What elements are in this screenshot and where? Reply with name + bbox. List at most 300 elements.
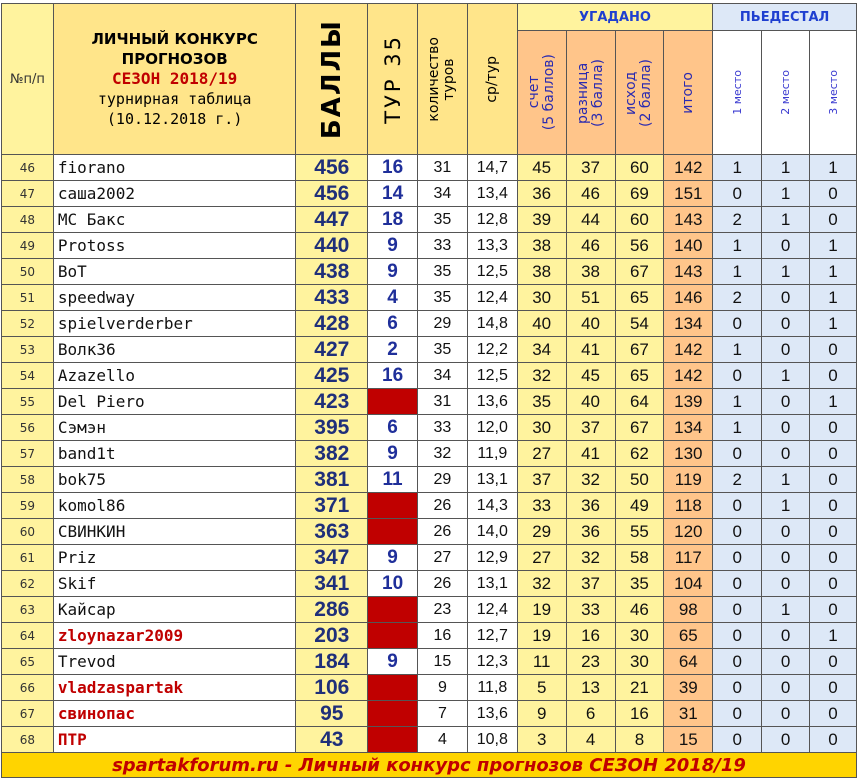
score-cell: 5 [517,675,566,701]
tours-count-cell: 26 [418,571,468,597]
avg-cell: 14,7 [467,155,517,181]
total-cell: 142 [664,337,713,363]
avg-cell: 13,1 [467,467,517,493]
place3-cell: 0 [810,415,857,441]
avg-cell: 13,6 [467,701,517,727]
tours-count-cell: 26 [418,493,468,519]
tour-cell: 18 [368,207,418,233]
avg-cell: 12,8 [467,207,517,233]
place2-cell: 0 [762,415,810,441]
diff-cell: 46 [566,181,615,207]
place1-cell: 1 [713,259,762,285]
avg-cell: 12,7 [467,623,517,649]
score-cell: 38 [517,259,566,285]
table-row [2,675,857,701]
table-row [2,571,857,597]
place2-cell: 1 [762,363,810,389]
season-label: СЕЗОН 2018/19 [112,69,238,88]
avg-cell: 13,1 [467,571,517,597]
diff-cell: 23 [566,649,615,675]
points-cell: 363 [296,519,368,545]
place2-cell: 1 [762,207,810,233]
tour-cell: 6 [368,311,418,337]
table-row [2,727,857,753]
tours-count-cell: 33 [418,233,468,259]
avg-cell: 12,3 [467,649,517,675]
table-row [2,467,857,493]
tour-cell [368,623,418,649]
player-name: Волк36 [53,337,296,363]
place1-cell: 1 [713,155,762,181]
place2-header: 2 место [762,31,810,155]
tours-count-cell: 33 [418,415,468,441]
score-cell: 34 [517,337,566,363]
player-name: СВИНКИН [53,519,296,545]
tour-cell: 16 [368,363,418,389]
place2-cell: 0 [762,727,810,753]
table-row [2,363,857,389]
place2-cell: 0 [762,311,810,337]
diff-cell: 38 [566,259,615,285]
player-name: band1t [53,441,296,467]
outcome-cell: 60 [615,207,664,233]
podium-group-header: ПЬЕДЕСТАЛ [713,4,857,31]
place3-cell: 1 [810,233,857,259]
score-cell: 35 [517,389,566,415]
diff-cell: 40 [566,311,615,337]
outcome-cell: 54 [615,311,664,337]
place3-cell: 0 [810,675,857,701]
table-row [2,207,857,233]
tour-cell [368,701,418,727]
outcome-cell: 64 [615,389,664,415]
place2-cell: 0 [762,649,810,675]
place1-header: 1 место [713,31,762,155]
table-row [2,311,857,337]
total-cell: 134 [664,311,713,337]
place2-cell: 0 [762,623,810,649]
diff-cell: 41 [566,441,615,467]
place3-cell: 0 [810,545,857,571]
row-number: 62 [2,571,54,597]
total-cell: 118 [664,493,713,519]
table-row [2,259,857,285]
score-cell: 30 [517,415,566,441]
tour-header: ТУР 35 [368,4,418,155]
score-cell: 29 [517,519,566,545]
avg-cell: 10,8 [467,727,517,753]
total-cell: 151 [664,181,713,207]
player-name: Del Piero [53,389,296,415]
place2-cell: 0 [762,389,810,415]
place3-cell: 0 [810,701,857,727]
outcome-cell: 65 [615,285,664,311]
score-cell: 39 [517,207,566,233]
table-row [2,233,857,259]
row-number: 64 [2,623,54,649]
diff-cell: 41 [566,337,615,363]
diff-cell: 37 [566,155,615,181]
place1-cell: 0 [713,519,762,545]
place1-cell: 0 [713,675,762,701]
player-name: Кайсар [53,597,296,623]
score-cell: 30 [517,285,566,311]
points-cell: 381 [296,467,368,493]
table-row [2,415,857,441]
place2-cell: 1 [762,259,810,285]
row-number: 47 [2,181,54,207]
tours-count-cell: 27 [418,545,468,571]
points-cell: 423 [296,389,368,415]
table-row [2,155,857,181]
points-cell: 106 [296,675,368,701]
outcome-cell: 49 [615,493,664,519]
points-cell: 341 [296,571,368,597]
tour-cell: 11 [368,467,418,493]
place3-cell: 1 [810,285,857,311]
place1-cell: 0 [713,597,762,623]
avg-header: ср/тур [467,4,517,155]
place1-cell: 0 [713,545,762,571]
place1-cell: 1 [713,415,762,441]
outcome-cell: 62 [615,441,664,467]
table-row [2,649,857,675]
avg-cell: 12,9 [467,545,517,571]
row-number: 59 [2,493,54,519]
table-row [2,701,857,727]
place2-cell: 0 [762,701,810,727]
tour-cell: 9 [368,649,418,675]
diff-cell: 32 [566,467,615,493]
tour-cell [368,727,418,753]
avg-cell: 12,5 [467,259,517,285]
tours-count-cell: 32 [418,441,468,467]
diff-cell: 36 [566,493,615,519]
outcome-cell: 21 [615,675,664,701]
row-number: 51 [2,285,54,311]
avg-cell: 12,4 [467,285,517,311]
tours-count-cell: 23 [418,597,468,623]
outcome-header: исход (2 балла) [615,31,664,155]
table-row [2,441,857,467]
avg-cell: 12,5 [467,363,517,389]
row-number: 66 [2,675,54,701]
player-name: komol86 [53,493,296,519]
tour-cell: 9 [368,259,418,285]
points-cell: 184 [296,649,368,675]
points-cell: 286 [296,597,368,623]
diff-cell: 16 [566,623,615,649]
place3-cell: 0 [810,467,857,493]
outcome-cell: 60 [615,155,664,181]
player-name: bok75 [53,467,296,493]
player-name: МС Бакс [53,207,296,233]
standings-table [1,3,857,778]
diff-cell: 46 [566,233,615,259]
place1-cell: 0 [713,441,762,467]
score-cell: 19 [517,597,566,623]
row-number: 68 [2,727,54,753]
player-name: BoT [53,259,296,285]
tours-count-cell: 35 [418,259,468,285]
place2-cell: 0 [762,545,810,571]
place2-cell: 1 [762,467,810,493]
tour-cell [368,519,418,545]
row-number: 61 [2,545,54,571]
player-name: Skif [53,571,296,597]
tours-count-header: количество туров [418,4,468,155]
row-number: 67 [2,701,54,727]
score-cell: 37 [517,467,566,493]
tour-cell: 2 [368,337,418,363]
row-number: 53 [2,337,54,363]
tours-count-cell: 26 [418,519,468,545]
row-number: 49 [2,233,54,259]
outcome-cell: 65 [615,363,664,389]
total-cell: 117 [664,545,713,571]
tour-cell: 14 [368,181,418,207]
points-cell: 382 [296,441,368,467]
tour-cell [368,493,418,519]
title-header [53,4,296,155]
points-cell: 428 [296,311,368,337]
place1-cell: 1 [713,233,762,259]
tour-cell: 9 [368,233,418,259]
total-cell: 15 [664,727,713,753]
place3-cell: 1 [810,623,857,649]
place3-cell: 1 [810,259,857,285]
diff-cell: 36 [566,519,615,545]
place3-cell: 1 [810,389,857,415]
row-number: 46 [2,155,54,181]
title-line1: ЛИЧНЫЙ КОНКУРС [91,30,258,48]
table-row [2,181,857,207]
player-name: fiorano [53,155,296,181]
diff-cell: 44 [566,207,615,233]
num-header: №п/п [2,4,54,155]
place1-cell: 0 [713,493,762,519]
total-cell: 140 [664,233,713,259]
tour-cell: 4 [368,285,418,311]
score-cell: 32 [517,363,566,389]
tours-count-cell: 35 [418,207,468,233]
row-number: 65 [2,649,54,675]
tours-count-cell: 35 [418,285,468,311]
place2-cell: 0 [762,441,810,467]
total-cell: 98 [664,597,713,623]
points-cell: 371 [296,493,368,519]
points-cell: 427 [296,337,368,363]
total-cell: 65 [664,623,713,649]
avg-cell: 12,2 [467,337,517,363]
tour-cell: 16 [368,155,418,181]
points-cell: 456 [296,181,368,207]
diff-cell: 37 [566,415,615,441]
place2-cell: 1 [762,493,810,519]
place3-header: 3 место [810,31,857,155]
total-cell: 146 [664,285,713,311]
subtitle: турнирная таблица [97,90,252,108]
place3-cell: 0 [810,519,857,545]
tour-cell: 9 [368,441,418,467]
table-row [2,545,857,571]
total-cell: 130 [664,441,713,467]
outcome-cell: 67 [615,259,664,285]
outcome-cell: 35 [615,571,664,597]
tour-cell [368,389,418,415]
place2-cell: 0 [762,233,810,259]
outcome-cell: 30 [615,649,664,675]
diff-cell: 40 [566,389,615,415]
points-header: БАЛЛЫ [296,4,368,155]
score-header: счет (5 баллов) [517,31,566,155]
points-cell: 438 [296,259,368,285]
tour-cell: 10 [368,571,418,597]
points-cell: 203 [296,623,368,649]
score-cell: 45 [517,155,566,181]
tours-count-cell: 29 [418,467,468,493]
outcome-cell: 16 [615,701,664,727]
place3-cell: 0 [810,727,857,753]
row-number: 63 [2,597,54,623]
diff-cell: 33 [566,597,615,623]
avg-cell: 14,0 [467,519,517,545]
table-row [2,519,857,545]
row-number: 50 [2,259,54,285]
avg-cell: 11,8 [467,675,517,701]
tours-count-cell: 34 [418,181,468,207]
outcome-cell: 55 [615,519,664,545]
place1-cell: 0 [713,571,762,597]
place2-cell: 0 [762,675,810,701]
outcome-cell: 56 [615,233,664,259]
diff-cell: 51 [566,285,615,311]
row-number: 60 [2,519,54,545]
player-name: свинопас [53,701,296,727]
total-cell: 139 [664,389,713,415]
place1-cell: 0 [713,623,762,649]
outcome-cell: 67 [615,415,664,441]
tours-count-cell: 4 [418,727,468,753]
avg-cell: 12,4 [467,597,517,623]
diff-cell: 45 [566,363,615,389]
avg-cell: 13,4 [467,181,517,207]
diff-cell: 32 [566,545,615,571]
row-number: 55 [2,389,54,415]
place1-cell: 2 [713,467,762,493]
total-cell: 142 [664,155,713,181]
score-cell: 27 [517,441,566,467]
diff-cell: 37 [566,571,615,597]
place1-cell: 1 [713,389,762,415]
player-name: zloynazar2009 [53,623,296,649]
row-number: 48 [2,207,54,233]
place1-cell: 0 [713,311,762,337]
place3-cell: 1 [810,155,857,181]
place3-cell: 0 [810,207,857,233]
total-cell: 134 [664,415,713,441]
score-cell: 32 [517,571,566,597]
tours-count-cell: 15 [418,649,468,675]
place1-cell: 1 [713,337,762,363]
points-cell: 440 [296,233,368,259]
outcome-cell: 8 [615,727,664,753]
avg-cell: 13,6 [467,389,517,415]
points-cell: 425 [296,363,368,389]
total-cell: 64 [664,649,713,675]
tours-count-cell: 16 [418,623,468,649]
player-name: Сэмэн [53,415,296,441]
place1-cell: 0 [713,363,762,389]
place2-cell: 0 [762,571,810,597]
place2-cell: 1 [762,155,810,181]
score-cell: 40 [517,311,566,337]
place3-cell: 0 [810,493,857,519]
tours-count-cell: 7 [418,701,468,727]
place1-cell: 0 [713,727,762,753]
table-row [2,337,857,363]
tour-cell [368,597,418,623]
points-cell: 395 [296,415,368,441]
total-cell: 143 [664,259,713,285]
total-cell: 39 [664,675,713,701]
tour-cell: 6 [368,415,418,441]
diff-cell: 4 [566,727,615,753]
player-name: Priz [53,545,296,571]
place1-cell: 2 [713,207,762,233]
place2-cell: 1 [762,181,810,207]
place2-cell: 0 [762,519,810,545]
outcome-cell: 69 [615,181,664,207]
avg-cell: 14,8 [467,311,517,337]
points-cell: 95 [296,701,368,727]
score-cell: 27 [517,545,566,571]
place3-cell: 0 [810,597,857,623]
place3-cell: 1 [810,311,857,337]
outcome-cell: 30 [615,623,664,649]
place2-cell: 1 [762,597,810,623]
score-cell: 9 [517,701,566,727]
player-name: speedway [53,285,296,311]
tour-cell: 9 [368,545,418,571]
row-number: 58 [2,467,54,493]
avg-cell: 13,3 [467,233,517,259]
place3-cell: 0 [810,649,857,675]
total-cell: 143 [664,207,713,233]
total-header: итого [664,31,713,155]
place3-cell: 0 [810,363,857,389]
avg-cell: 11,9 [467,441,517,467]
tours-count-cell: 29 [418,311,468,337]
score-cell: 38 [517,233,566,259]
title-line2: ПРОГНОЗОВ [121,50,228,68]
tours-count-cell: 9 [418,675,468,701]
table-row [2,285,857,311]
row-number: 56 [2,415,54,441]
row-number: 52 [2,311,54,337]
table-row [2,389,857,415]
table-row [2,623,857,649]
guessed-group-header: УГАДАНО [517,4,713,31]
player-name: vladzaspartak [53,675,296,701]
place3-cell: 0 [810,571,857,597]
avg-cell: 12,0 [467,415,517,441]
date-label: (10.12.2018 г.) [106,110,243,128]
place1-cell: 0 [713,701,762,727]
tours-count-cell: 31 [418,155,468,181]
points-cell: 447 [296,207,368,233]
points-cell: 433 [296,285,368,311]
